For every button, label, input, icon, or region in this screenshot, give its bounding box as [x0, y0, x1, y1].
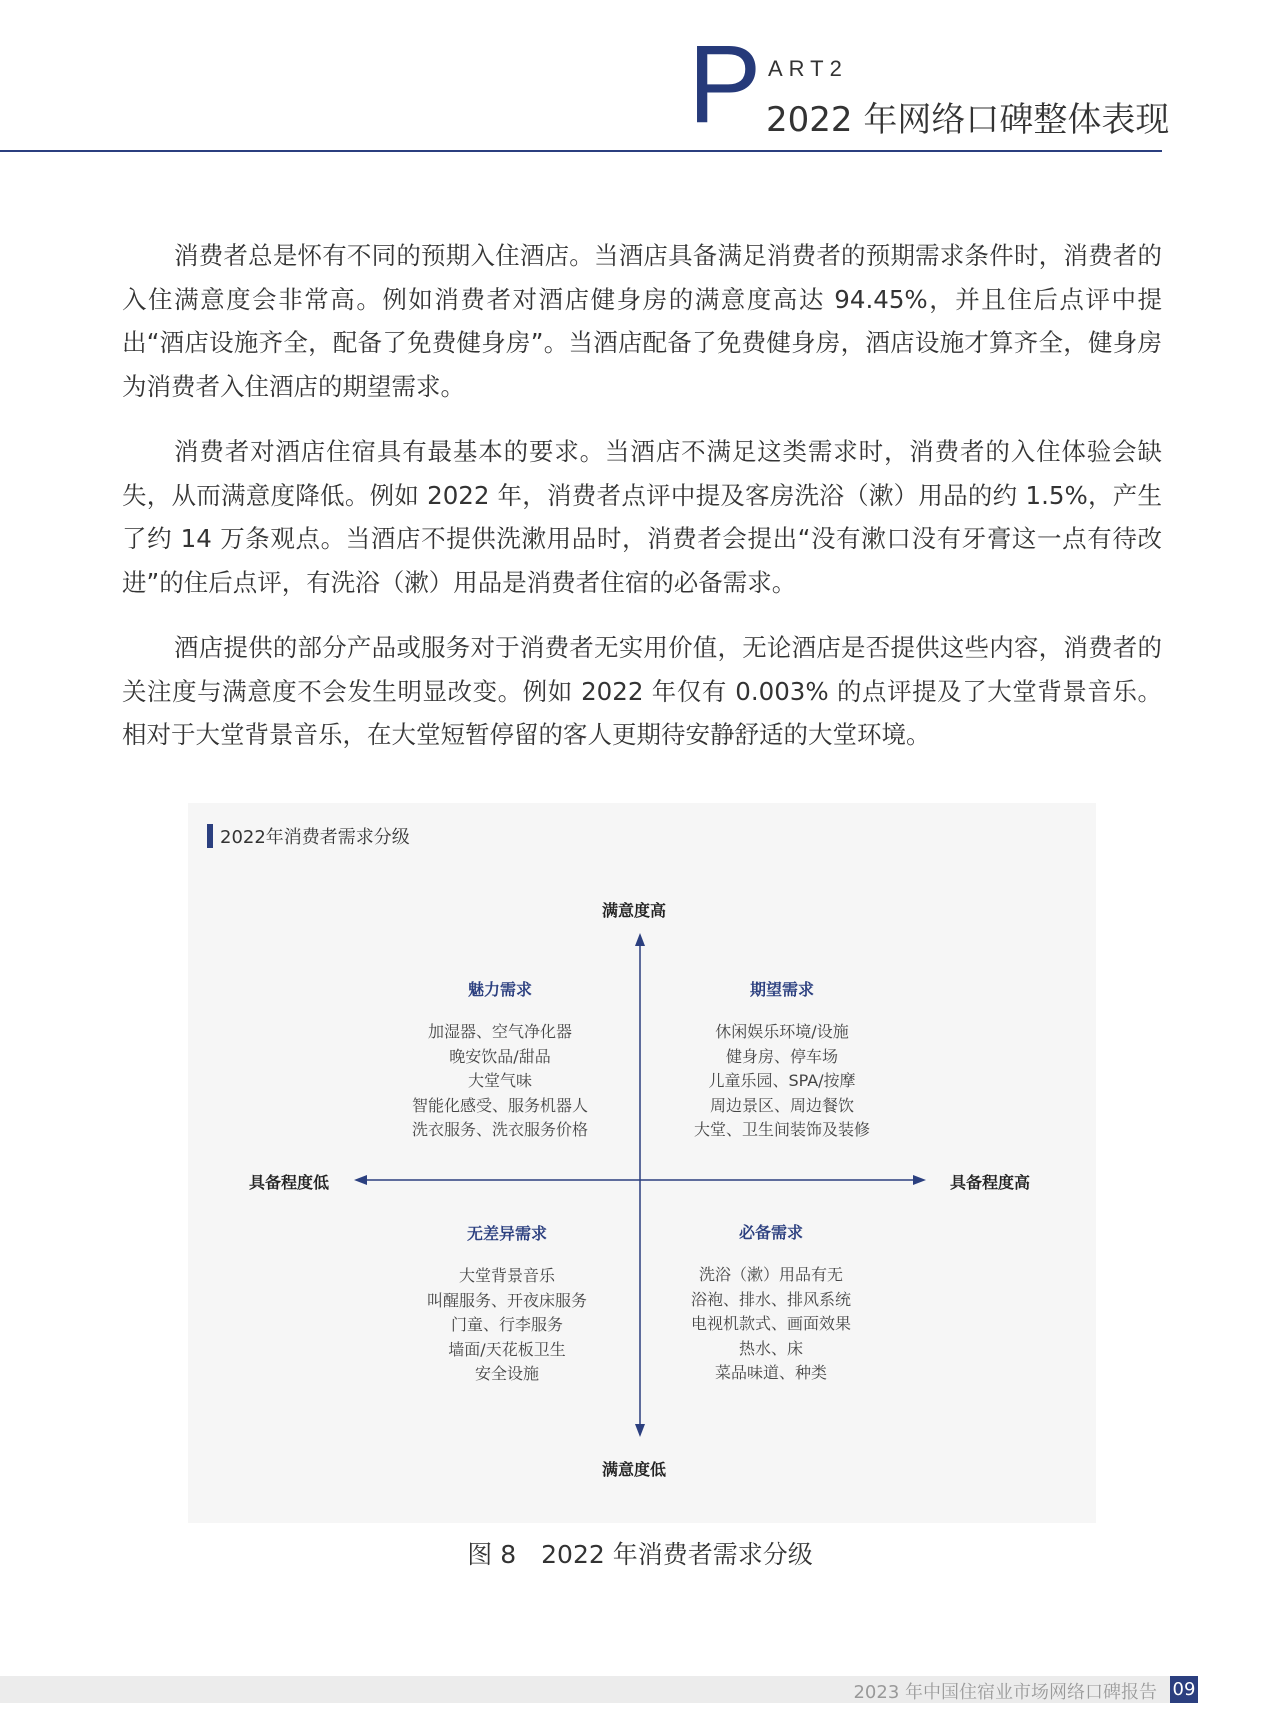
part-label: ART2	[768, 56, 848, 81]
axis-label-left: 具备程度低	[249, 1173, 330, 1192]
chart-title: 2022年消费者需求分级	[220, 827, 410, 848]
quadrant-item: 叫醒服务、开夜床服务	[426, 1290, 587, 1310]
quadrant-item: 晚安饮品/甜品	[449, 1046, 551, 1066]
axis-label-right: 具备程度高	[950, 1173, 1031, 1192]
header-divider	[0, 150, 1162, 152]
quadrant-top-right	[652, 978, 912, 1143]
axis-label-bottom: 满意度低	[602, 1460, 667, 1479]
section-title: 2022 年网络口碑整体表现	[766, 100, 1170, 140]
quadrant-title: 期望需求	[749, 980, 814, 999]
quadrant-item: 热水、床	[738, 1338, 803, 1358]
quadrant-title: 无差异需求	[466, 1224, 547, 1243]
quadrant-title: 必备需求	[738, 1223, 803, 1242]
quadrant-item: 安全设施	[474, 1364, 539, 1383]
quadrant-item: 健身房、停车场	[725, 1046, 838, 1066]
quadrant-item: 智能化感受、服务机器人	[411, 1095, 588, 1115]
paragraph-2: 消费者对酒店住宿具有最基本的要求。当酒店不满足这类需求时，消费者的入住体验会缺失，从而满意度降低。例如 2022 年，消费者点评中提及客房洗浴（漱）用品的约 1.5%，产生了约 14 万条观点。当酒店不提供洗漱用品时，消费者会提出“没有漱口没有牙膏这一点有待改进”的住后点评，有洗浴（漱）用品是消费者住宿的必备需求。	[122, 437, 1162, 597]
quadrant-item: 加湿器、空气净化器	[427, 1022, 572, 1041]
quadrant-bottom-right	[641, 1221, 901, 1386]
quadrant-item: 电视机款式、画面效果	[690, 1314, 851, 1333]
part-big-letter: P	[688, 23, 762, 146]
axis-label-top: 满意度高	[602, 901, 667, 920]
figure-caption: 图 8 2022 年消费者需求分级	[467, 1540, 813, 1569]
quadrant-item: 休闲娱乐环境/设施	[715, 1022, 849, 1041]
quadrant-item: 浴袍、排水、排风系统	[690, 1289, 851, 1309]
quadrant-item: 大堂、卫生间装饰及装修	[693, 1120, 870, 1139]
quadrant-item: 儿童乐园、SPA/按摩	[708, 1071, 856, 1090]
chart-title-marker	[207, 824, 213, 848]
quadrant-item: 菜品味道、种类	[714, 1363, 827, 1382]
quadrant-item: 周边景区、周边餐饮	[709, 1095, 854, 1115]
page-number: 09	[1170, 1676, 1198, 1703]
quadrant-item: 门童、行李服务	[450, 1315, 563, 1334]
quadrant-item: 洗浴（漱）用品有无	[698, 1265, 843, 1284]
footer-report-title: 2023 年中国住宿业市场网络口碑报告	[853, 1682, 1157, 1703]
paragraph-1: 消费者总是怀有不同的预期入住酒店。当酒店具备满足消费者的预期需求条件时，消费者的入住满意度会非常高。例如消费者对酒店健身房的满意度高达 94.45%，并且住后点评中提出“酒店设施齐全，配备了免费健身房”。当酒店配备了免费健身房，酒店设施才算齐全，健身房为消费者入住酒店的期望需求。	[122, 241, 1162, 401]
paragraph-3: 酒店提供的部分产品或服务对于消费者无实用价值，无论酒店是否提供这些内容，消费者的关注度与满意度不会发生明显改变。例如 2022 年仅有 0.003% 的点评提及了大堂背景音乐。相对于大堂背景音乐，在大堂短暂停留的客人更期待安静舒适的大堂环境。	[122, 633, 1162, 749]
quadrant-top-left	[370, 978, 630, 1143]
quadrant-item: 墙面/天花板卫生	[448, 1339, 566, 1359]
quadrant-item: 洗衣服务、洗衣服务价格	[411, 1120, 588, 1139]
quadrant-item: 大堂背景音乐	[458, 1266, 555, 1285]
quadrant-title: 魅力需求	[467, 980, 532, 999]
quadrant-bottom-left	[377, 1222, 637, 1387]
quadrant-item: 大堂气味	[467, 1071, 532, 1090]
